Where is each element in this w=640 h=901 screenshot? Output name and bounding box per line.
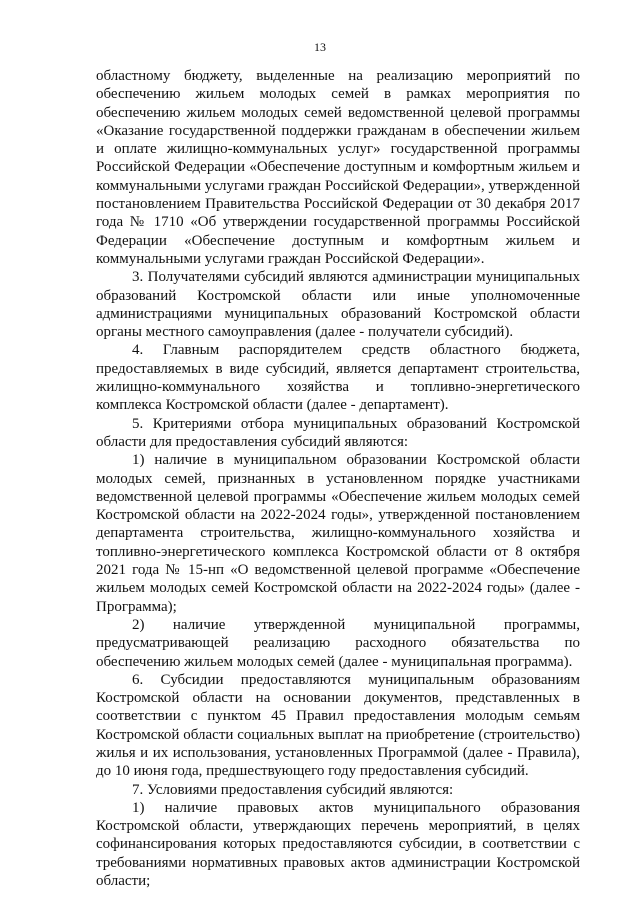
paragraph-item-7: 7. Условиями предоставления субсидий являются: [132, 781, 454, 798]
paragraph-item-4: 4. Главным распорядителем средств областного бюджета, предоставляемых в виде субсидий, является департамент строительства, жилищно-коммунального хозяйства и топливно-энергетического комплекса Костромской области (далее - департамент). [96, 342, 580, 414]
paragraph-item-5: 5. Критериями отбора муниципальных образований Костромской области для предоставления субсидий являются: [96, 415, 580, 450]
paragraph-item-6: 6. Субсидии предоставляются муниципальным образованиям Костромской области на основании документов, представленных в соответствии с пунктом 45 Правил предоставления молодым семьям Костромской области социальных выплат на приобретение (строительство) жилья и их использования, установленных Программой (далее - Правила), до 10 июня года, предшествующего году предоставления субсидий. [96, 671, 580, 780]
paragraph-item-5-2: 2) наличие утвержденной муниципальной программы, предусматривающей реализацию расходного обязательства по обеспечению жильем молодых семей (далее - муниципальная программа). [96, 616, 580, 670]
page-number: 13 [314, 40, 326, 54]
paragraph-item-3: 3. Получателями субсидий являются администрации муниципальных образований Костромской области или иные уполномоченные администрациями муниципальных образований Костромской области органы местного самоуправления (далее - получатели субсидий). [96, 269, 580, 341]
document-body [96, 67, 580, 890]
paragraph-continuation: областному бюджету, выделенные на реализацию мероприятий по обеспечению жильем молодых семей в рамках мероприятия по обеспечению жильем молодых семей ведомственной целевой программы «Оказание государственной поддержки гражданам в обеспечении жильем и оплате жилищно-коммунальных услуг» государственной программы Российской Федерации «Обеспечение доступным и комфортным жильем и коммунальными услугами граждан Российской Федерации», утвержденной постановлением Правительства Российской Федерации от 30 декабря 2017 года № 1710 «Об утверждении государственной программы Российской Федерации «Обеспечение доступным и комфортным жильем и коммунальными услугами граждан Российской Федерации». [96, 68, 580, 267]
paragraph-item-7-1: 1) наличие правовых актов муниципального образования Костромской области, утверждающих перечень мероприятий, в целях софинансирования которых предоставляются субсидии, в соответствии с требованиями нормативных правовых актов администрации Костромской области; [96, 799, 580, 890]
paragraph-item-5-1: 1) наличие в муниципальном образовании Костромской области молодых семей, признанных в установленном порядке участниками ведомственной целевой программы «Обеспечение жильем молодых семей Костромской области на 2022-2024 годы», утвержденной постановлением департамента строительства, жилищно-коммунального хозяйства и топливно-энергетического комплекса Костромской области от 8 октября 2021 года № 15-нп «О ведомственной целевой программе «Обеспечение жильем молодых семей Костромской области на 2022-2024 годы» (далее - Программа); [96, 452, 580, 615]
